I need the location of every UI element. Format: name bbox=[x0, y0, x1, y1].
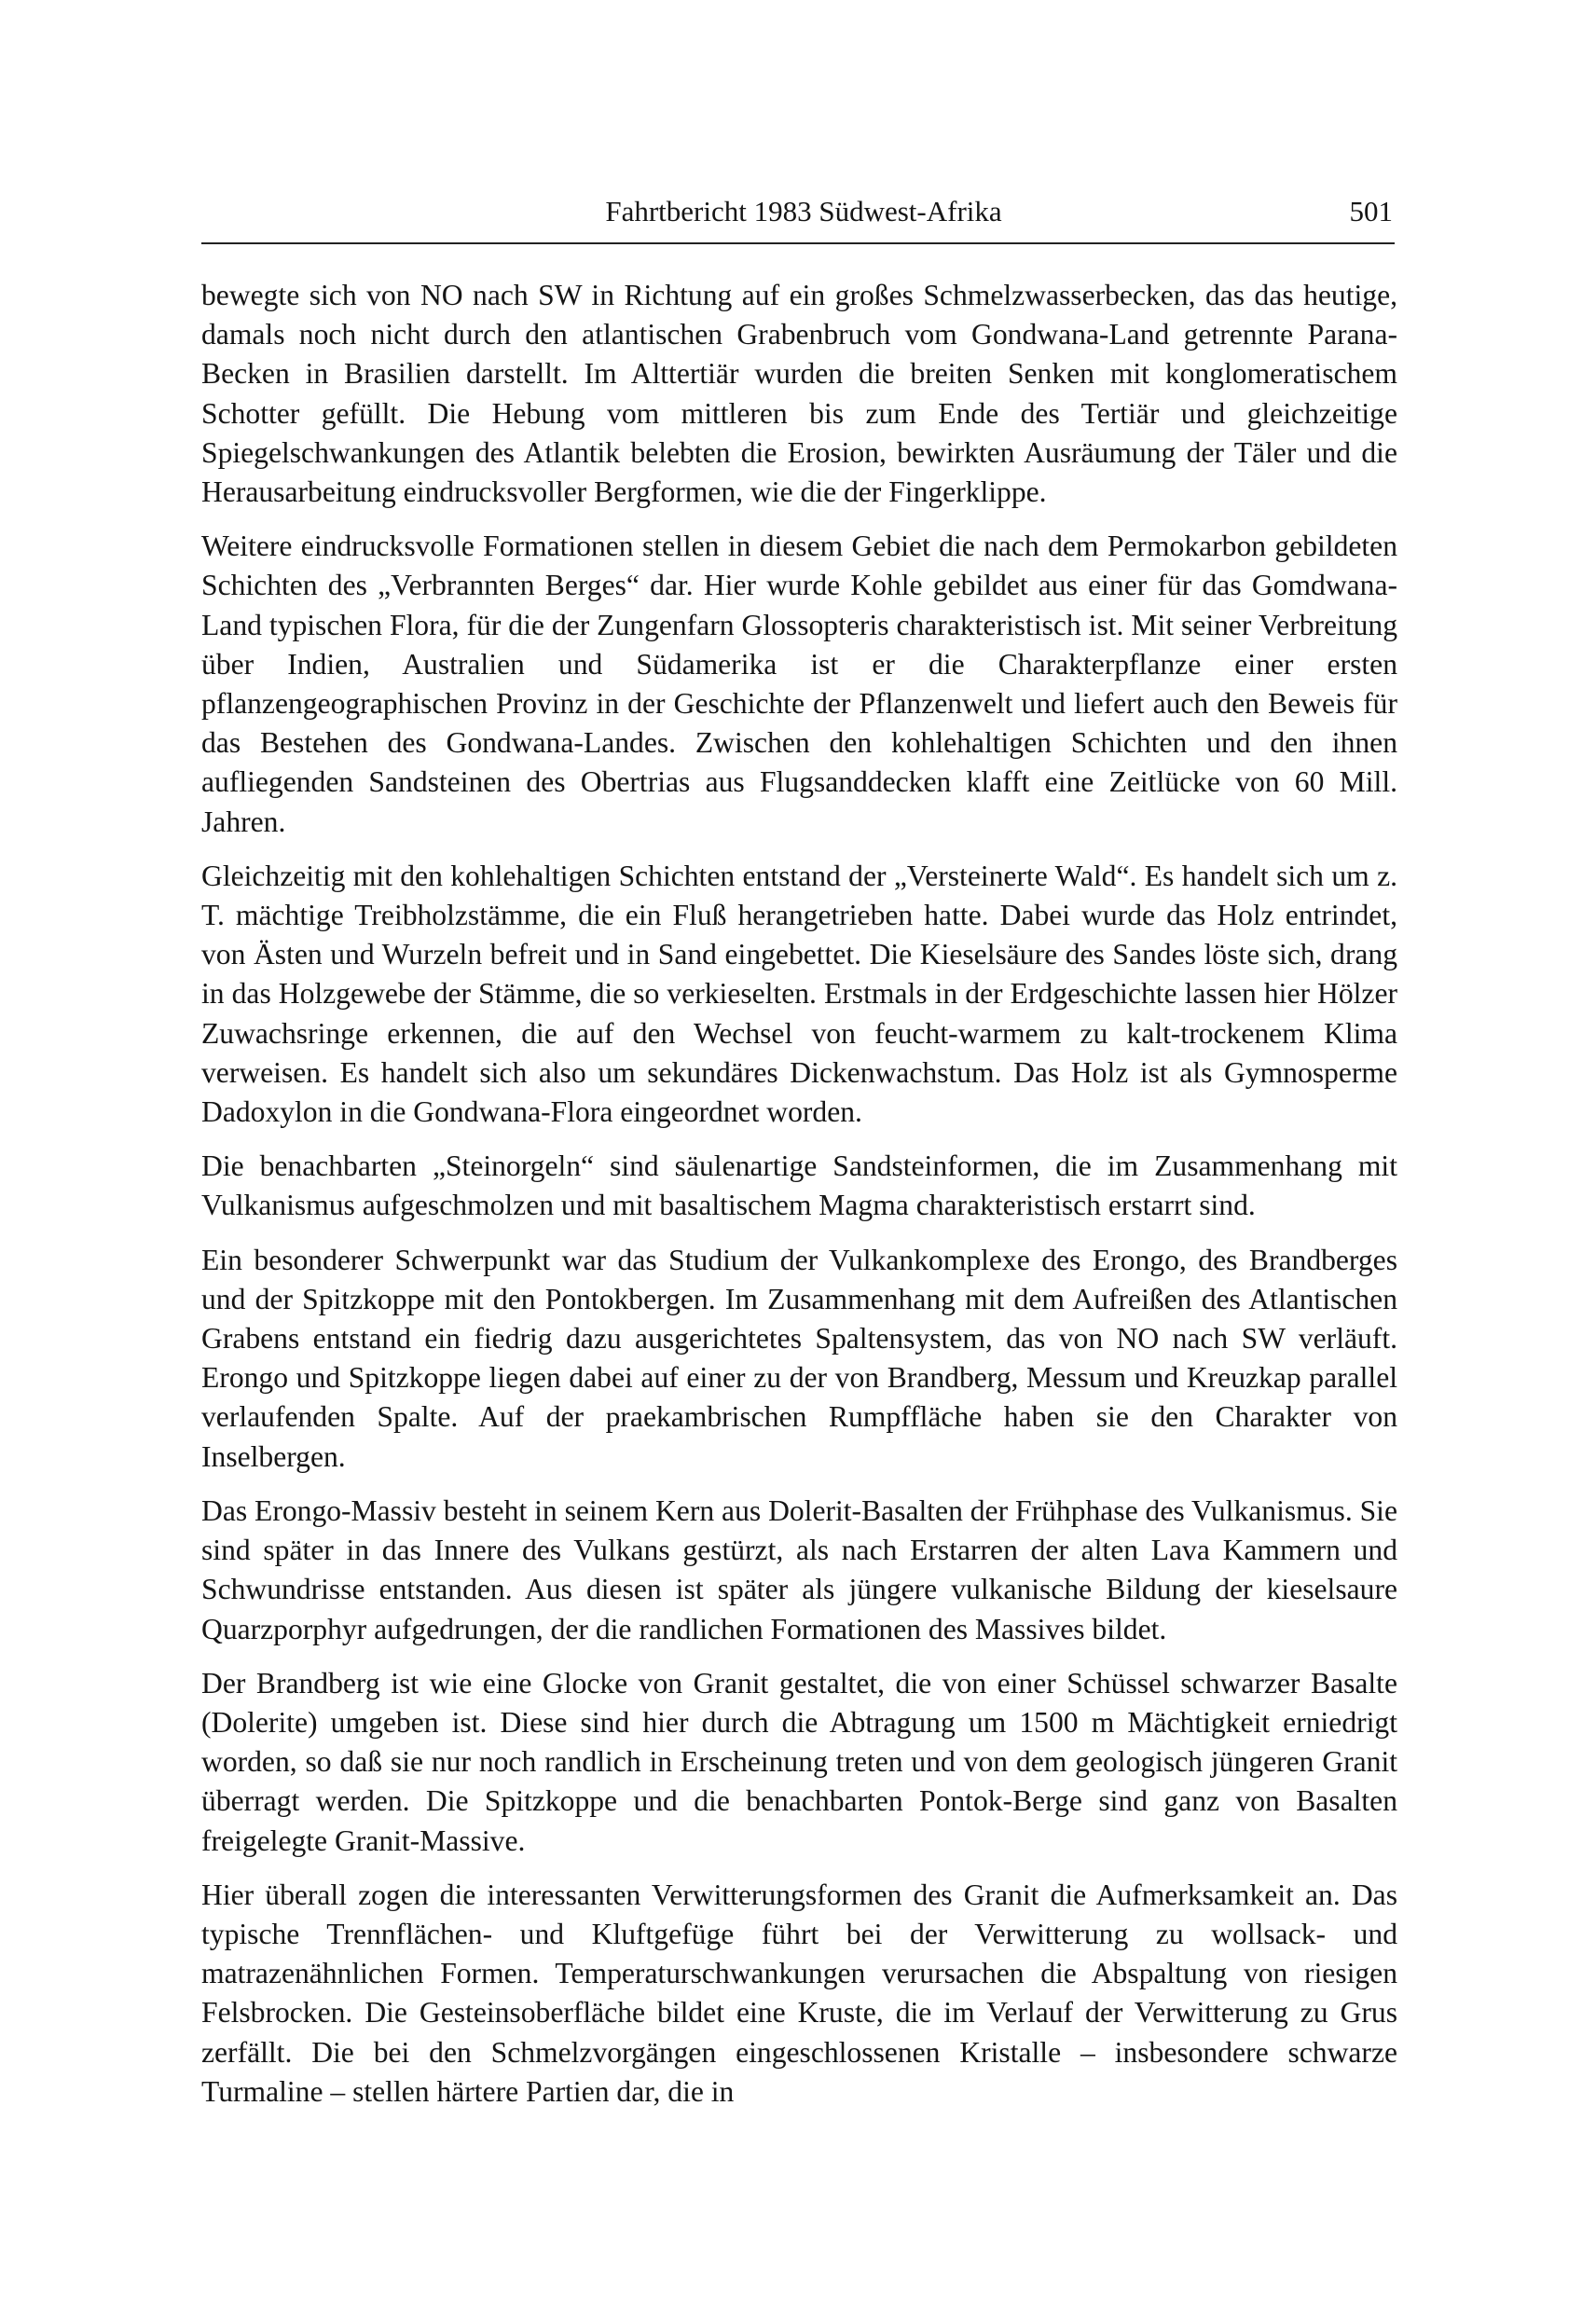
header-rule-end bbox=[1374, 242, 1395, 244]
paragraph-3: Gleichzeitig mit den kohlehaltigen Schichten entstand der „Versteinerte Wald“. Es handelt sich um z. T. mächtige Treibholzstämme, die ein Fluß herangetrieben hatte. Dabei wurde das Holz entrindet, von Ästen und Wurzeln befreit und in Sand eingebettet. Die Kieselsäure des Sandes löste sich, drang in das Holzgewebe der Stämme, die so verkieselten. Erstmals in der Erdgeschichte lassen hier Hölzer Zuwachsringe erkennen, die auf den Wechsel von feucht-warmem zu kalt-trockenem Klima verweisen. Es handelt sich also um sekundäres Dickenwachstum. Das Holz ist als Gymnosperme Dadoxylon in die Gondwana-Flora eingeordnet worden. bbox=[201, 859, 1397, 1129]
header-rule bbox=[201, 242, 1389, 244]
paragraph-7: Der Brandberg ist wie eine Glocke von Granit gestaltet, die von einer Schüssel schwarzer Basalte (Dolerite) umgeben ist. Diese sind hier durch die Abtragung um 1500 m Mächtigkeit erniedrigt worden, so daß sie nur noch randlich in Erscheinung treten und von dem geologisch jüngeren Granit überragt werden. Die Spitzkoppe und die benachbarten Pontok-Berge sind ganz von Basalten freigelegte Granit-Massive. bbox=[201, 1666, 1397, 1857]
paragraph-5: Ein besonderer Schwerpunkt war das Studium der Vulkankomplexe des Erongo, des Brandberges und der Spitzkoppe mit den Pontokbergen. Im Zusammenhang mit dem Aufreißen des Atlantischen Grabens entstand ein fiedrig dazu ausgerichtetes Spaltensystem, das von NO nach SW verläuft. Erongo und Spitzkoppe liegen dabei auf einer zu der von Brandberg, Messum und Kreuzkap parallel verlaufenden Spalte. Auf der praekambrischen Rumpffläche haben sie den Charakter von Inselbergen. bbox=[201, 1243, 1397, 1473]
paragraph-2: Weitere eindrucksvolle Formationen stellen in diesem Gebiet die nach dem Permokarbon gebildeten Schichten des „Verbrannten Berges“ dar. Hier wurde Kohle gebildet aus einer für das Gomdwana-Land typischen Flora, für die der Zungenfarn Glossopteris charakteristisch ist. Mit seiner Verbreitung über Indien, Australien und Südamerika ist er die Charakterpflanze einer ersten pflanzengeographischen Provinz in der Geschichte der Pflanzenwelt und liefert auch den Beweis für das Bestehen des Gondwana-Landes. Zwischen den kohlehaltigen Schichten und den ihnen aufliegenden Sandsteinen des Obertrias aus Flugsanddecken klafft eine Zeitlücke von 60 Mill. Jahren. bbox=[201, 530, 1397, 838]
body-text bbox=[201, 276, 1397, 2126]
paragraph-8: Hier überall zogen die interessanten Verwitterungsformen des Granit die Aufmerksamkeit an. Das typische Trennflächen- und Kluftgefüge führt bei der Verwitterung zu wollsack- und matrazenähnlichen Formen. Temperaturschwankungen verursachen die Abspaltung von riesigen Felsbrocken. Die Gesteinsoberfläche bildet eine Kruste, die im Verlauf der Verwitterung zu Grus zerfällt. Die bei den Schmelzvorgängen eingeschlossenen Kristalle – insbesondere schwarze Turmaline – stellen härtere Partien dar, die in bbox=[201, 1878, 1397, 2108]
paragraph-6: Das Erongo-Massiv besteht in seinem Kern aus Dolerit-Basalten der Frühphase des Vulkanismus. Sie sind später in das Innere des Vulkans gestürzt, als nach Erstarren der alten Lava Kammern und Schwundrisse entstanden. Aus diesen ist später als jüngere vulkanische Bildung der kieselsaure Quarzporphyr aufgedrungen, der die randlichen Formationen des Massives bildet. bbox=[201, 1493, 1397, 1645]
running-header bbox=[201, 191, 1406, 238]
paragraph-4: Die benachbarten „Steinorgeln“ sind säulenartige Sandsteinformen, die im Zusammenhang mit Vulkanismus aufgeschmolzen und mit basaltischem Magma charakteristisch erstarrt sind. bbox=[201, 1149, 1397, 1222]
paragraph-1: bewegte sich von NO nach SW in Richtung auf ein großes Schmelzwasserbecken, das das heutige, damals noch nicht durch den atlantischen Grabenbruch vom Gondwana-Land getrennte Parana-Becken in Brasilien darstellt. Im Alttertiär wurden die breiten Senken mit konglomeratischem Schotter gefüllt. Die Hebung vom mittleren bis zum Ende des Tertiär und gleichzeitige Spiegelschwankungen des Atlantik belebten die Erosion, bewirkten Ausräumung der Täler und die Herausarbeitung eindrucksvoller Bergformen, wie die der Fingerklippe. bbox=[201, 279, 1397, 509]
running-title: Fahrtbericht 1983 Südwest-Afrika bbox=[605, 195, 1002, 227]
page-number: 501 bbox=[1349, 195, 1393, 227]
